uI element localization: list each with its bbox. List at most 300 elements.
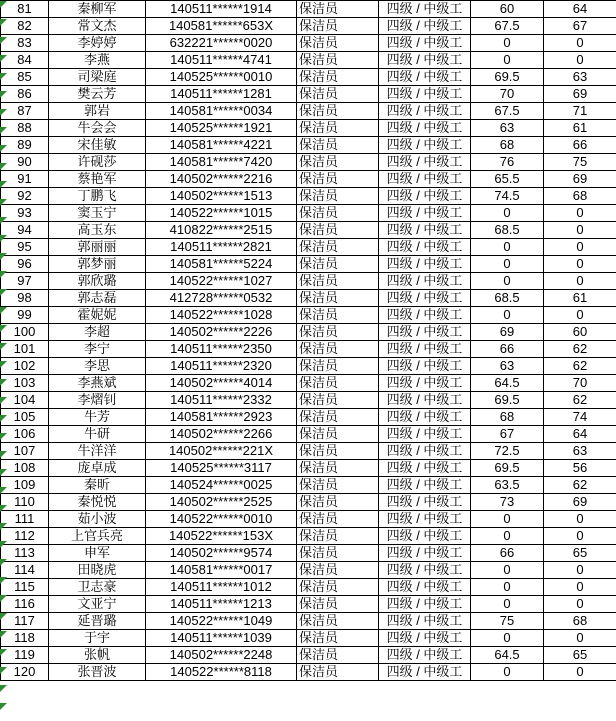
name-cell[interactable]: 牛研 xyxy=(49,426,146,443)
score-2-cell[interactable]: 64 xyxy=(544,1,616,18)
name-cell[interactable]: 牛会会 xyxy=(49,120,146,137)
table-row[interactable] xyxy=(1,477,616,494)
name-cell[interactable]: 文亚宁 xyxy=(49,596,146,613)
id-number-cell[interactable]: 140511******2350 xyxy=(146,341,297,358)
row-index-cell[interactable]: 86 xyxy=(1,86,49,103)
table-row[interactable] xyxy=(1,171,616,188)
name-cell[interactable]: 许砚莎 xyxy=(49,154,146,171)
score-2-cell[interactable]: 62 xyxy=(544,392,616,409)
score-2-cell[interactable]: 64 xyxy=(544,426,616,443)
score-1-cell[interactable]: 0 xyxy=(471,596,544,613)
id-number-cell[interactable]: 140522******1015 xyxy=(146,205,297,222)
table-row[interactable] xyxy=(1,256,616,273)
job-title-cell[interactable]: 保洁员 xyxy=(297,86,379,103)
table-row[interactable] xyxy=(1,222,616,239)
job-title-cell[interactable]: 保洁员 xyxy=(297,409,379,426)
job-title-cell[interactable]: 保洁员 xyxy=(297,358,379,375)
score-2-cell[interactable]: 70 xyxy=(544,375,616,392)
level-cell[interactable]: 四级 / 中级工 xyxy=(379,443,471,460)
id-number-cell[interactable]: 140522******0010 xyxy=(146,511,297,528)
row-index-cell[interactable]: 83 xyxy=(1,35,49,52)
table-row[interactable] xyxy=(1,579,616,596)
score-2-cell[interactable]: 0 xyxy=(544,256,616,273)
score-1-cell[interactable]: 60 xyxy=(471,1,544,18)
table-row[interactable] xyxy=(1,103,616,120)
row-index-cell[interactable]: 120 xyxy=(1,664,49,681)
score-1-cell[interactable]: 69.5 xyxy=(471,69,544,86)
job-title-cell[interactable]: 保洁员 xyxy=(297,137,379,154)
name-cell[interactable]: 于宇 xyxy=(49,630,146,647)
table-row[interactable] xyxy=(1,69,616,86)
job-title-cell[interactable]: 保洁员 xyxy=(297,256,379,273)
id-number-cell[interactable]: 140502******2266 xyxy=(146,426,297,443)
id-number-cell[interactable]: 140502******2525 xyxy=(146,494,297,511)
score-2-cell[interactable]: 0 xyxy=(544,35,616,52)
level-cell[interactable]: 四级 / 中级工 xyxy=(379,69,471,86)
score-2-cell[interactable]: 56 xyxy=(544,460,616,477)
name-cell[interactable]: 郭岩 xyxy=(49,103,146,120)
row-index-cell[interactable]: 91 xyxy=(1,171,49,188)
id-number-cell[interactable]: 140502******2248 xyxy=(146,647,297,664)
id-number-cell[interactable]: 140524******0025 xyxy=(146,477,297,494)
id-number-cell[interactable]: 632221******0020 xyxy=(146,35,297,52)
score-2-cell[interactable]: 69 xyxy=(544,494,616,511)
id-number-cell[interactable]: 140511******1281 xyxy=(146,86,297,103)
score-2-cell[interactable]: 0 xyxy=(544,222,616,239)
table-row[interactable] xyxy=(1,358,616,375)
job-title-cell[interactable]: 保洁员 xyxy=(297,545,379,562)
name-cell[interactable]: 张晋波 xyxy=(49,664,146,681)
row-index-cell[interactable]: 98 xyxy=(1,290,49,307)
name-cell[interactable]: 牛芳 xyxy=(49,409,146,426)
id-number-cell[interactable]: 140525******1921 xyxy=(146,120,297,137)
score-2-cell[interactable]: 74 xyxy=(544,409,616,426)
name-cell[interactable]: 樊云芳 xyxy=(49,86,146,103)
table-row[interactable] xyxy=(1,307,616,324)
level-cell[interactable]: 四级 / 中级工 xyxy=(379,494,471,511)
table-row[interactable] xyxy=(1,188,616,205)
name-cell[interactable]: 庞卓成 xyxy=(49,460,146,477)
name-cell[interactable]: 申军 xyxy=(49,545,146,562)
score-2-cell[interactable]: 0 xyxy=(544,307,616,324)
name-cell[interactable]: 茹小波 xyxy=(49,511,146,528)
table-row[interactable] xyxy=(1,460,616,477)
table-row[interactable] xyxy=(1,52,616,69)
score-2-cell[interactable]: 0 xyxy=(544,273,616,290)
score-2-cell[interactable]: 66 xyxy=(544,137,616,154)
id-number-cell[interactable]: 140511******1039 xyxy=(146,630,297,647)
name-cell[interactable]: 秦悦悦 xyxy=(49,494,146,511)
id-number-cell[interactable]: 140502******2226 xyxy=(146,324,297,341)
id-number-cell[interactable]: 140522******1028 xyxy=(146,307,297,324)
table-row[interactable] xyxy=(1,18,616,35)
score-1-cell[interactable]: 0 xyxy=(471,579,544,596)
score-1-cell[interactable]: 72.5 xyxy=(471,443,544,460)
level-cell[interactable]: 四级 / 中级工 xyxy=(379,154,471,171)
score-1-cell[interactable]: 0 xyxy=(471,205,544,222)
level-cell[interactable]: 四级 / 中级工 xyxy=(379,477,471,494)
row-index-cell[interactable]: 100 xyxy=(1,324,49,341)
job-title-cell[interactable]: 保洁员 xyxy=(297,579,379,596)
score-2-cell[interactable]: 0 xyxy=(544,596,616,613)
row-index-cell[interactable]: 85 xyxy=(1,69,49,86)
level-cell[interactable]: 四级 / 中级工 xyxy=(379,545,471,562)
id-number-cell[interactable]: 140522******1049 xyxy=(146,613,297,630)
id-number-cell[interactable]: 410822******2515 xyxy=(146,222,297,239)
score-1-cell[interactable]: 64.5 xyxy=(471,375,544,392)
name-cell[interactable]: 司梁庭 xyxy=(49,69,146,86)
row-index-cell[interactable]: 105 xyxy=(1,409,49,426)
level-cell[interactable]: 四级 / 中级工 xyxy=(379,511,471,528)
level-cell[interactable]: 四级 / 中级工 xyxy=(379,120,471,137)
name-cell[interactable]: 霍妮妮 xyxy=(49,307,146,324)
row-index-cell[interactable]: 103 xyxy=(1,375,49,392)
level-cell[interactable]: 四级 / 中级工 xyxy=(379,52,471,69)
score-2-cell[interactable]: 0 xyxy=(544,239,616,256)
level-cell[interactable]: 四级 / 中级工 xyxy=(379,273,471,290)
row-index-cell[interactable]: 117 xyxy=(1,613,49,630)
job-title-cell[interactable]: 保洁员 xyxy=(297,324,379,341)
row-index-cell[interactable]: 106 xyxy=(1,426,49,443)
id-number-cell[interactable]: 140511******4741 xyxy=(146,52,297,69)
score-2-cell[interactable]: 63 xyxy=(544,69,616,86)
name-cell[interactable]: 蔡艳军 xyxy=(49,171,146,188)
id-number-cell[interactable]: 140502******4014 xyxy=(146,375,297,392)
score-1-cell[interactable]: 64.5 xyxy=(471,647,544,664)
job-title-cell[interactable]: 保洁员 xyxy=(297,290,379,307)
id-number-cell[interactable]: 140581******7420 xyxy=(146,154,297,171)
id-number-cell[interactable]: 140511******1914 xyxy=(146,1,297,18)
level-cell[interactable]: 四级 / 中级工 xyxy=(379,375,471,392)
id-number-cell[interactable]: 140581******2923 xyxy=(146,409,297,426)
table-row[interactable] xyxy=(1,1,616,18)
row-index-cell[interactable]: 111 xyxy=(1,511,49,528)
table-row[interactable] xyxy=(1,664,616,681)
table-row[interactable] xyxy=(1,647,616,664)
row-index-cell[interactable]: 114 xyxy=(1,562,49,579)
score-2-cell[interactable]: 65 xyxy=(544,647,616,664)
row-index-cell[interactable]: 101 xyxy=(1,341,49,358)
table-row[interactable] xyxy=(1,545,616,562)
score-1-cell[interactable]: 70 xyxy=(471,86,544,103)
name-cell[interactable]: 李宁 xyxy=(49,341,146,358)
name-cell[interactable]: 上官兵亮 xyxy=(49,528,146,545)
row-index-cell[interactable]: 112 xyxy=(1,528,49,545)
score-1-cell[interactable]: 63.5 xyxy=(471,477,544,494)
job-title-cell[interactable]: 保洁员 xyxy=(297,103,379,120)
id-number-cell[interactable]: 140581******653X xyxy=(146,18,297,35)
job-title-cell[interactable]: 保洁员 xyxy=(297,511,379,528)
score-1-cell[interactable]: 63 xyxy=(471,358,544,375)
score-1-cell[interactable]: 0 xyxy=(471,239,544,256)
row-index-cell[interactable]: 88 xyxy=(1,120,49,137)
job-title-cell[interactable]: 保洁员 xyxy=(297,171,379,188)
score-2-cell[interactable]: 62 xyxy=(544,341,616,358)
score-2-cell[interactable]: 75 xyxy=(544,154,616,171)
id-number-cell[interactable]: 140511******2320 xyxy=(146,358,297,375)
score-1-cell[interactable]: 65.5 xyxy=(471,171,544,188)
table-row[interactable] xyxy=(1,35,616,52)
score-2-cell[interactable]: 61 xyxy=(544,290,616,307)
score-1-cell[interactable]: 0 xyxy=(471,630,544,647)
row-index-cell[interactable]: 84 xyxy=(1,52,49,69)
name-cell[interactable]: 丁鹏飞 xyxy=(49,188,146,205)
score-2-cell[interactable]: 0 xyxy=(544,664,616,681)
row-index-cell[interactable]: 104 xyxy=(1,392,49,409)
name-cell[interactable]: 郭志磊 xyxy=(49,290,146,307)
score-1-cell[interactable]: 68 xyxy=(471,137,544,154)
level-cell[interactable]: 四级 / 中级工 xyxy=(379,392,471,409)
name-cell[interactable]: 卫志豪 xyxy=(49,579,146,596)
score-2-cell[interactable]: 69 xyxy=(544,86,616,103)
job-title-cell[interactable]: 保洁员 xyxy=(297,154,379,171)
job-title-cell[interactable]: 保洁员 xyxy=(297,205,379,222)
level-cell[interactable]: 四级 / 中级工 xyxy=(379,290,471,307)
table-row[interactable] xyxy=(1,426,616,443)
job-title-cell[interactable]: 保洁员 xyxy=(297,120,379,137)
score-1-cell[interactable]: 0 xyxy=(471,35,544,52)
level-cell[interactable]: 四级 / 中级工 xyxy=(379,562,471,579)
score-2-cell[interactable]: 71 xyxy=(544,103,616,120)
name-cell[interactable]: 李熠钊 xyxy=(49,392,146,409)
level-cell[interactable]: 四级 / 中级工 xyxy=(379,460,471,477)
row-index-cell[interactable]: 116 xyxy=(1,596,49,613)
score-1-cell[interactable]: 0 xyxy=(471,273,544,290)
job-title-cell[interactable]: 保洁员 xyxy=(297,188,379,205)
job-title-cell[interactable]: 保洁员 xyxy=(297,494,379,511)
score-1-cell[interactable]: 69 xyxy=(471,324,544,341)
score-2-cell[interactable]: 0 xyxy=(544,205,616,222)
score-2-cell[interactable]: 68 xyxy=(544,188,616,205)
score-1-cell[interactable]: 0 xyxy=(471,511,544,528)
id-number-cell[interactable]: 140525******3117 xyxy=(146,460,297,477)
score-1-cell[interactable]: 67.5 xyxy=(471,18,544,35)
table-row[interactable] xyxy=(1,375,616,392)
score-1-cell[interactable]: 68 xyxy=(471,409,544,426)
level-cell[interactable]: 四级 / 中级工 xyxy=(379,205,471,222)
level-cell[interactable]: 四级 / 中级工 xyxy=(379,18,471,35)
id-number-cell[interactable]: 140522******8118 xyxy=(146,664,297,681)
table-row[interactable] xyxy=(1,409,616,426)
job-title-cell[interactable]: 保洁员 xyxy=(297,18,379,35)
table-row[interactable] xyxy=(1,239,616,256)
score-1-cell[interactable]: 0 xyxy=(471,307,544,324)
level-cell[interactable]: 四级 / 中级工 xyxy=(379,613,471,630)
level-cell[interactable]: 四级 / 中级工 xyxy=(379,426,471,443)
row-index-cell[interactable]: 96 xyxy=(1,256,49,273)
row-index-cell[interactable]: 108 xyxy=(1,460,49,477)
id-number-cell[interactable]: 140511******2332 xyxy=(146,392,297,409)
job-title-cell[interactable]: 保洁员 xyxy=(297,596,379,613)
score-1-cell[interactable]: 69.5 xyxy=(471,460,544,477)
level-cell[interactable]: 四级 / 中级工 xyxy=(379,35,471,52)
name-cell[interactable]: 常文杰 xyxy=(49,18,146,35)
id-number-cell[interactable]: 140502******2216 xyxy=(146,171,297,188)
level-cell[interactable]: 四级 / 中级工 xyxy=(379,86,471,103)
score-1-cell[interactable]: 69.5 xyxy=(471,392,544,409)
score-2-cell[interactable]: 0 xyxy=(544,511,616,528)
score-2-cell[interactable]: 69 xyxy=(544,171,616,188)
row-index-cell[interactable]: 109 xyxy=(1,477,49,494)
job-title-cell[interactable]: 保洁员 xyxy=(297,341,379,358)
job-title-cell[interactable]: 保洁员 xyxy=(297,613,379,630)
job-title-cell[interactable]: 保洁员 xyxy=(297,375,379,392)
row-index-cell[interactable]: 99 xyxy=(1,307,49,324)
level-cell[interactable]: 四级 / 中级工 xyxy=(379,528,471,545)
job-title-cell[interactable]: 保洁员 xyxy=(297,647,379,664)
id-number-cell[interactable]: 140511******1213 xyxy=(146,596,297,613)
row-index-cell[interactable]: 119 xyxy=(1,647,49,664)
job-title-cell[interactable]: 保洁员 xyxy=(297,222,379,239)
table-row[interactable] xyxy=(1,273,616,290)
id-number-cell[interactable]: 140581******5224 xyxy=(146,256,297,273)
job-title-cell[interactable]: 保洁员 xyxy=(297,460,379,477)
table-row[interactable] xyxy=(1,205,616,222)
score-1-cell[interactable]: 0 xyxy=(471,664,544,681)
level-cell[interactable]: 四级 / 中级工 xyxy=(379,103,471,120)
score-2-cell[interactable]: 67 xyxy=(544,18,616,35)
row-index-cell[interactable]: 110 xyxy=(1,494,49,511)
name-cell[interactable]: 李婷婷 xyxy=(49,35,146,52)
level-cell[interactable]: 四级 / 中级工 xyxy=(379,324,471,341)
level-cell[interactable]: 四级 / 中级工 xyxy=(379,358,471,375)
id-number-cell[interactable]: 140522******153X xyxy=(146,528,297,545)
table-row[interactable] xyxy=(1,137,616,154)
row-index-cell[interactable]: 82 xyxy=(1,18,49,35)
row-index-cell[interactable]: 115 xyxy=(1,579,49,596)
job-title-cell[interactable]: 保洁员 xyxy=(297,426,379,443)
score-1-cell[interactable]: 74.5 xyxy=(471,188,544,205)
name-cell[interactable]: 张帆 xyxy=(49,647,146,664)
table-row[interactable] xyxy=(1,613,616,630)
id-number-cell[interactable]: 140522******1027 xyxy=(146,273,297,290)
row-index-cell[interactable]: 97 xyxy=(1,273,49,290)
table-row[interactable] xyxy=(1,630,616,647)
table-row[interactable] xyxy=(1,494,616,511)
score-2-cell[interactable]: 0 xyxy=(544,630,616,647)
score-1-cell[interactable]: 75 xyxy=(471,613,544,630)
score-2-cell[interactable]: 65 xyxy=(544,545,616,562)
score-1-cell[interactable]: 68.5 xyxy=(471,222,544,239)
table-row[interactable] xyxy=(1,86,616,103)
table-row[interactable] xyxy=(1,596,616,613)
level-cell[interactable]: 四级 / 中级工 xyxy=(379,596,471,613)
level-cell[interactable]: 四级 / 中级工 xyxy=(379,647,471,664)
level-cell[interactable]: 四级 / 中级工 xyxy=(379,137,471,154)
row-index-cell[interactable]: 93 xyxy=(1,205,49,222)
table-row[interactable] xyxy=(1,392,616,409)
level-cell[interactable]: 四级 / 中级工 xyxy=(379,341,471,358)
name-cell[interactable]: 李燕 xyxy=(49,52,146,69)
table-row[interactable] xyxy=(1,528,616,545)
job-title-cell[interactable]: 保洁员 xyxy=(297,239,379,256)
score-1-cell[interactable]: 73 xyxy=(471,494,544,511)
level-cell[interactable]: 四级 / 中级工 xyxy=(379,188,471,205)
score-1-cell[interactable]: 0 xyxy=(471,52,544,69)
table-row[interactable] xyxy=(1,511,616,528)
id-number-cell[interactable]: 140581******0017 xyxy=(146,562,297,579)
level-cell[interactable]: 四级 / 中级工 xyxy=(379,307,471,324)
table-row[interactable] xyxy=(1,562,616,579)
row-index-cell[interactable]: 90 xyxy=(1,154,49,171)
score-1-cell[interactable]: 67.5 xyxy=(471,103,544,120)
row-index-cell[interactable]: 92 xyxy=(1,188,49,205)
job-title-cell[interactable]: 保洁员 xyxy=(297,392,379,409)
table-row[interactable] xyxy=(1,290,616,307)
score-2-cell[interactable]: 0 xyxy=(544,528,616,545)
row-index-cell[interactable]: 107 xyxy=(1,443,49,460)
table-row[interactable] xyxy=(1,324,616,341)
job-title-cell[interactable]: 保洁员 xyxy=(297,1,379,18)
level-cell[interactable]: 四级 / 中级工 xyxy=(379,579,471,596)
score-2-cell[interactable]: 63 xyxy=(544,443,616,460)
table-row[interactable] xyxy=(1,120,616,137)
id-number-cell[interactable]: 140511******2821 xyxy=(146,239,297,256)
id-number-cell[interactable]: 140502******1513 xyxy=(146,188,297,205)
score-1-cell[interactable]: 63 xyxy=(471,120,544,137)
score-2-cell[interactable]: 68 xyxy=(544,613,616,630)
name-cell[interactable]: 李超 xyxy=(49,324,146,341)
score-1-cell[interactable]: 0 xyxy=(471,562,544,579)
score-1-cell[interactable]: 0 xyxy=(471,528,544,545)
job-title-cell[interactable]: 保洁员 xyxy=(297,477,379,494)
id-number-cell[interactable]: 140502******9574 xyxy=(146,545,297,562)
row-index-cell[interactable]: 87 xyxy=(1,103,49,120)
job-title-cell[interactable]: 保洁员 xyxy=(297,307,379,324)
name-cell[interactable]: 宋佳敏 xyxy=(49,137,146,154)
row-index-cell[interactable]: 113 xyxy=(1,545,49,562)
job-title-cell[interactable]: 保洁员 xyxy=(297,35,379,52)
table-row[interactable] xyxy=(1,341,616,358)
row-index-cell[interactable]: 94 xyxy=(1,222,49,239)
level-cell[interactable]: 四级 / 中级工 xyxy=(379,1,471,18)
name-cell[interactable]: 田晓虎 xyxy=(49,562,146,579)
name-cell[interactable]: 牛洋洋 xyxy=(49,443,146,460)
name-cell[interactable]: 李思 xyxy=(49,358,146,375)
score-1-cell[interactable]: 0 xyxy=(471,256,544,273)
row-index-cell[interactable]: 89 xyxy=(1,137,49,154)
name-cell[interactable]: 延晋璐 xyxy=(49,613,146,630)
level-cell[interactable]: 四级 / 中级工 xyxy=(379,409,471,426)
level-cell[interactable]: 四级 / 中级工 xyxy=(379,222,471,239)
job-title-cell[interactable]: 保洁员 xyxy=(297,528,379,545)
id-number-cell[interactable]: 140581******4221 xyxy=(146,137,297,154)
name-cell[interactable]: 郭梦丽 xyxy=(49,256,146,273)
row-index-cell[interactable]: 118 xyxy=(1,630,49,647)
score-2-cell[interactable]: 0 xyxy=(544,52,616,69)
job-title-cell[interactable]: 保洁员 xyxy=(297,52,379,69)
score-2-cell[interactable]: 0 xyxy=(544,562,616,579)
row-index-cell[interactable]: 95 xyxy=(1,239,49,256)
name-cell[interactable]: 郭丽丽 xyxy=(49,239,146,256)
id-number-cell[interactable]: 140525******0010 xyxy=(146,69,297,86)
name-cell[interactable]: 高玉东 xyxy=(49,222,146,239)
score-1-cell[interactable]: 66 xyxy=(471,545,544,562)
name-cell[interactable]: 李燕斌 xyxy=(49,375,146,392)
name-cell[interactable]: 郭欣璐 xyxy=(49,273,146,290)
level-cell[interactable]: 四级 / 中级工 xyxy=(379,239,471,256)
id-number-cell[interactable]: 140581******0034 xyxy=(146,103,297,120)
id-number-cell[interactable]: 140502******221X xyxy=(146,443,297,460)
job-title-cell[interactable]: 保洁员 xyxy=(297,562,379,579)
name-cell[interactable]: 窦玉宁 xyxy=(49,205,146,222)
score-2-cell[interactable]: 0 xyxy=(544,579,616,596)
score-1-cell[interactable]: 67 xyxy=(471,426,544,443)
score-1-cell[interactable]: 76 xyxy=(471,154,544,171)
job-title-cell[interactable]: 保洁员 xyxy=(297,443,379,460)
job-title-cell[interactable]: 保洁员 xyxy=(297,273,379,290)
level-cell[interactable]: 四级 / 中级工 xyxy=(379,630,471,647)
